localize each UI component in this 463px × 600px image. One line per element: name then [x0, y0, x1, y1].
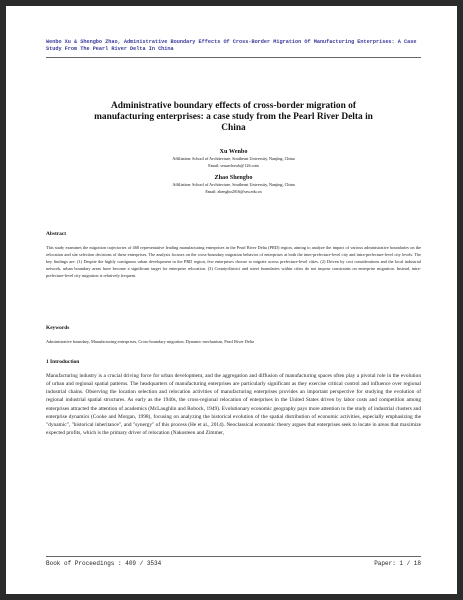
- abstract-text: This study examines the migration trajectories of 468 representative leading manufacturing enterprises in the Pearl River Delta (PRD) region, aiming to analyze the impact of various administrative boundaries on the relocation and site selection decisions of these enterprises. The analysis focuses on the cross-boundary migration behavior of enterprises at both the inter-prefecture-level city and intra-prefecture-level city levels. The key findings are: (1) Despite the highly contiguous urban development in the PRD region, few enterprises choose to migrate across prefecture-level cities. (2) Driven by cost considerations and the local industrial network, urban boundary areas have become a significant target for enterprise relocation. (3) County/district and street boundaries within cities do not impose constraints on enterprise migration. Instead, intra-prefecture-level city migration is relatively frequent.: [46, 245, 421, 279]
- author-name: Xu Wenbo: [219, 148, 248, 155]
- paper-page-counter: Paper: 1 / 18: [374, 560, 421, 567]
- keywords-heading: Keywords: [46, 325, 70, 331]
- author-block-1: [46, 148, 421, 169]
- author-affiliation: Affiliation: School of Architecture, Southeast University, Nanjing, China: [172, 182, 295, 187]
- author-block-2: [46, 174, 421, 195]
- author-email: Email: seuarchxwb@126.com: [208, 162, 259, 168]
- author-email: Email: zhengbo2016@seu.edu.cn: [205, 188, 262, 194]
- author-affiliation: Affiliation: School of Architecture, Southeast University, Nanjing, China: [172, 156, 295, 161]
- abstract-heading: Abstract: [46, 231, 67, 237]
- footer-divider: [46, 556, 421, 557]
- introduction-heading: 1 Introduction: [46, 359, 80, 365]
- paper-page: [6, 6, 457, 594]
- introduction-text: Manufacturing industry is a crucial driving force for urban development, and the aggregation and diffusion of manufacturing spaces often play a pivotal role in the evolution of urban and regional spatial patterns. The headquarters of manufacturing enterprises are particularly significant as they exercise critical control and influence over regional industrial chains. Observing the location selection and relocation activities of manufacturing enterprises provides an important perspective for studying the evolution of regional industrial spatial structures. As early as the 1940s, the cross-regional relocation of enterprises in the United States driven by labor costs and competition among enterprises attracted the attention of academics (McLaughlin and Robock, 1949). Evolutionary economic geography pays more attention to the study of industrial clusters and enterprise dynamics (Cooke and Morgan, 1998), focusing on analyzing the historical evolution of the spatial distribution of economic activities, especially emphasizing the "dynamic", "historical inheritance", and "synergy" of this process (He et al., 2014). Neoclassical economic theory argues that enterprises seek to locate in areas that maximize expected profits, which is the primary driver of relocation (Nakosteen and Zimmer,: [46, 373, 421, 437]
- header-divider: [46, 57, 421, 58]
- keywords-text: Administrative boundary, Manufacturing enterprises, Cross-boundary migration, Dynamic mechanism, Pearl River Delta: [46, 339, 255, 344]
- running-head: Wenbo Xu & Shengbo Zhao, Administrative Boundary Effects Of Cross-Border Migration Of Manufacturing Enterprises: A Case Study From The Pearl River Delta In China: [46, 39, 417, 52]
- paper-title: Administrative boundary effects of cross-border migration of manufacturing enterprises: a case study from the Pearl River Delta in China: [94, 101, 373, 133]
- proceedings-page-counter: Book of Proceedings : 409 / 3534: [46, 560, 162, 567]
- author-name: Zhao Shengbo: [214, 174, 253, 181]
